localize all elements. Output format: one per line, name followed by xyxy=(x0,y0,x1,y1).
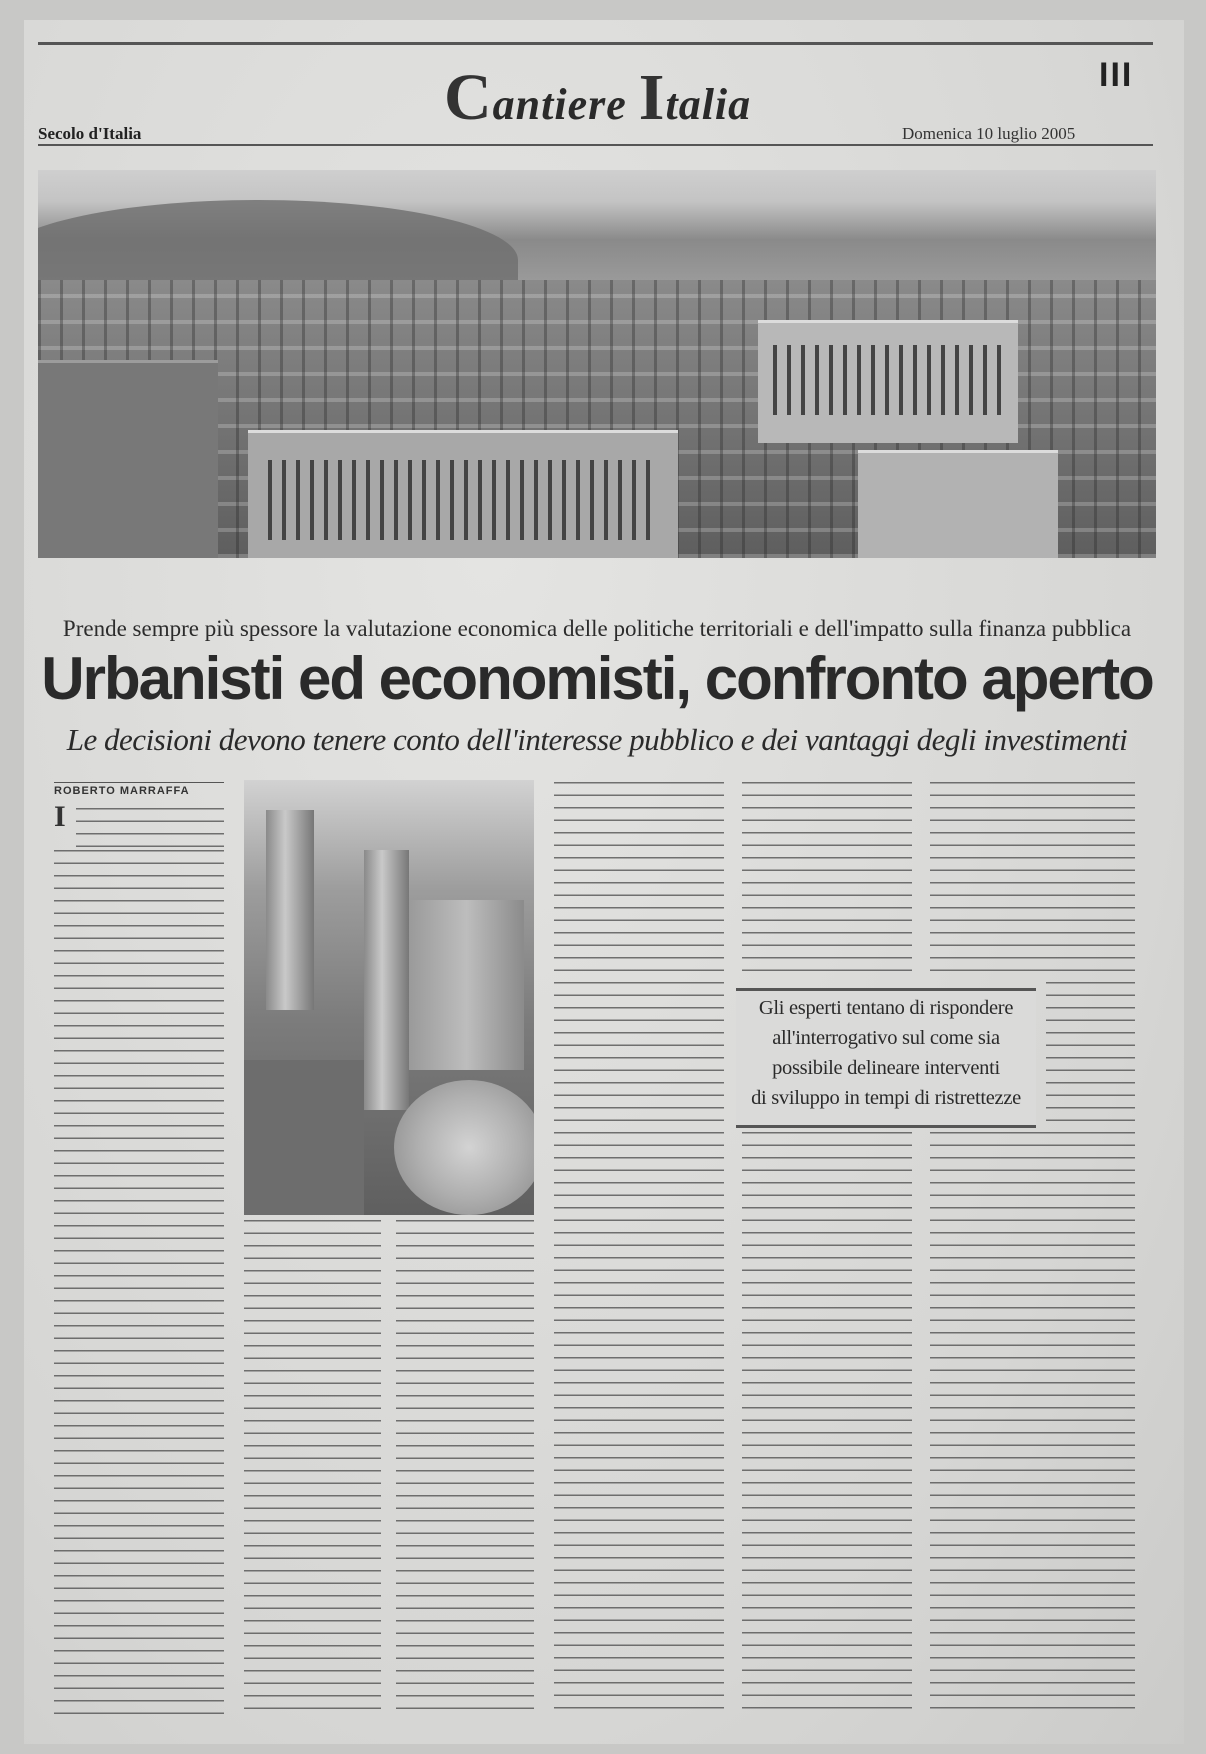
top-rule xyxy=(38,42,1153,45)
body-text-column xyxy=(742,782,912,977)
publication-name: Secolo d'Italia xyxy=(38,124,142,143)
pull-quote-line: all'interrogativo sul come sia xyxy=(772,1027,1000,1049)
article-kicker: Prende sempre più spessore la valutazione economica delle politiche territoriali e dell'impatto sulla finanza pubblica xyxy=(62,616,1132,641)
newspaper-page xyxy=(24,20,1184,1744)
body-text-column xyxy=(930,782,1135,977)
photo-building-windows xyxy=(268,460,658,540)
body-text-column xyxy=(396,1220,534,1715)
section-title-initial-i: I xyxy=(638,61,666,134)
city-rooftops-photo xyxy=(38,170,1156,558)
body-text-column xyxy=(54,850,224,1715)
photo-roof-tiles xyxy=(38,360,218,558)
section-title-part-b: talia xyxy=(665,80,752,129)
pull-quote-line: di sviluppo in tempi di ristrettezze xyxy=(751,1087,1021,1109)
pull-quote-line: Gli esperti tentano di rispondere xyxy=(758,997,1014,1019)
body-text-column xyxy=(76,808,224,848)
photo-church xyxy=(409,900,524,1070)
body-text-column xyxy=(742,1132,912,1712)
article-subhead: Le decisioni devono tenere conto dell'interesse pubblico e dei vantaggi degli investimenti xyxy=(66,722,1128,757)
pull-quote-line: possibile delineare interventi xyxy=(772,1057,1000,1079)
article-byline: ROBERTO MARRAFFA xyxy=(54,782,224,797)
section-title-part-a: antiere xyxy=(492,80,639,129)
photo-tower xyxy=(266,810,314,1010)
body-text-column xyxy=(930,1132,1135,1712)
photo-building xyxy=(858,450,1058,558)
cathedral-towers-photo xyxy=(244,780,534,1215)
photo-foreground-buildings xyxy=(244,1060,364,1215)
article-headline: Urbanisti ed economisti, confronto aperto xyxy=(41,645,1153,712)
page-number: III xyxy=(1099,56,1134,94)
pull-quote xyxy=(736,988,1036,1128)
body-text-column xyxy=(554,782,724,1712)
body-text-column xyxy=(244,1220,381,1715)
publication-date: Domenica 10 luglio 2005 xyxy=(902,124,1076,143)
article-dropcap: I xyxy=(54,800,66,833)
body-text-column xyxy=(1046,982,1135,1127)
photo-bell-tower xyxy=(364,850,409,1110)
masthead-rule xyxy=(38,144,1153,146)
photo-trees xyxy=(394,1080,534,1215)
section-title xyxy=(444,60,774,132)
photo-building-windows xyxy=(773,345,1003,415)
section-title-initial-c: C xyxy=(444,61,493,134)
